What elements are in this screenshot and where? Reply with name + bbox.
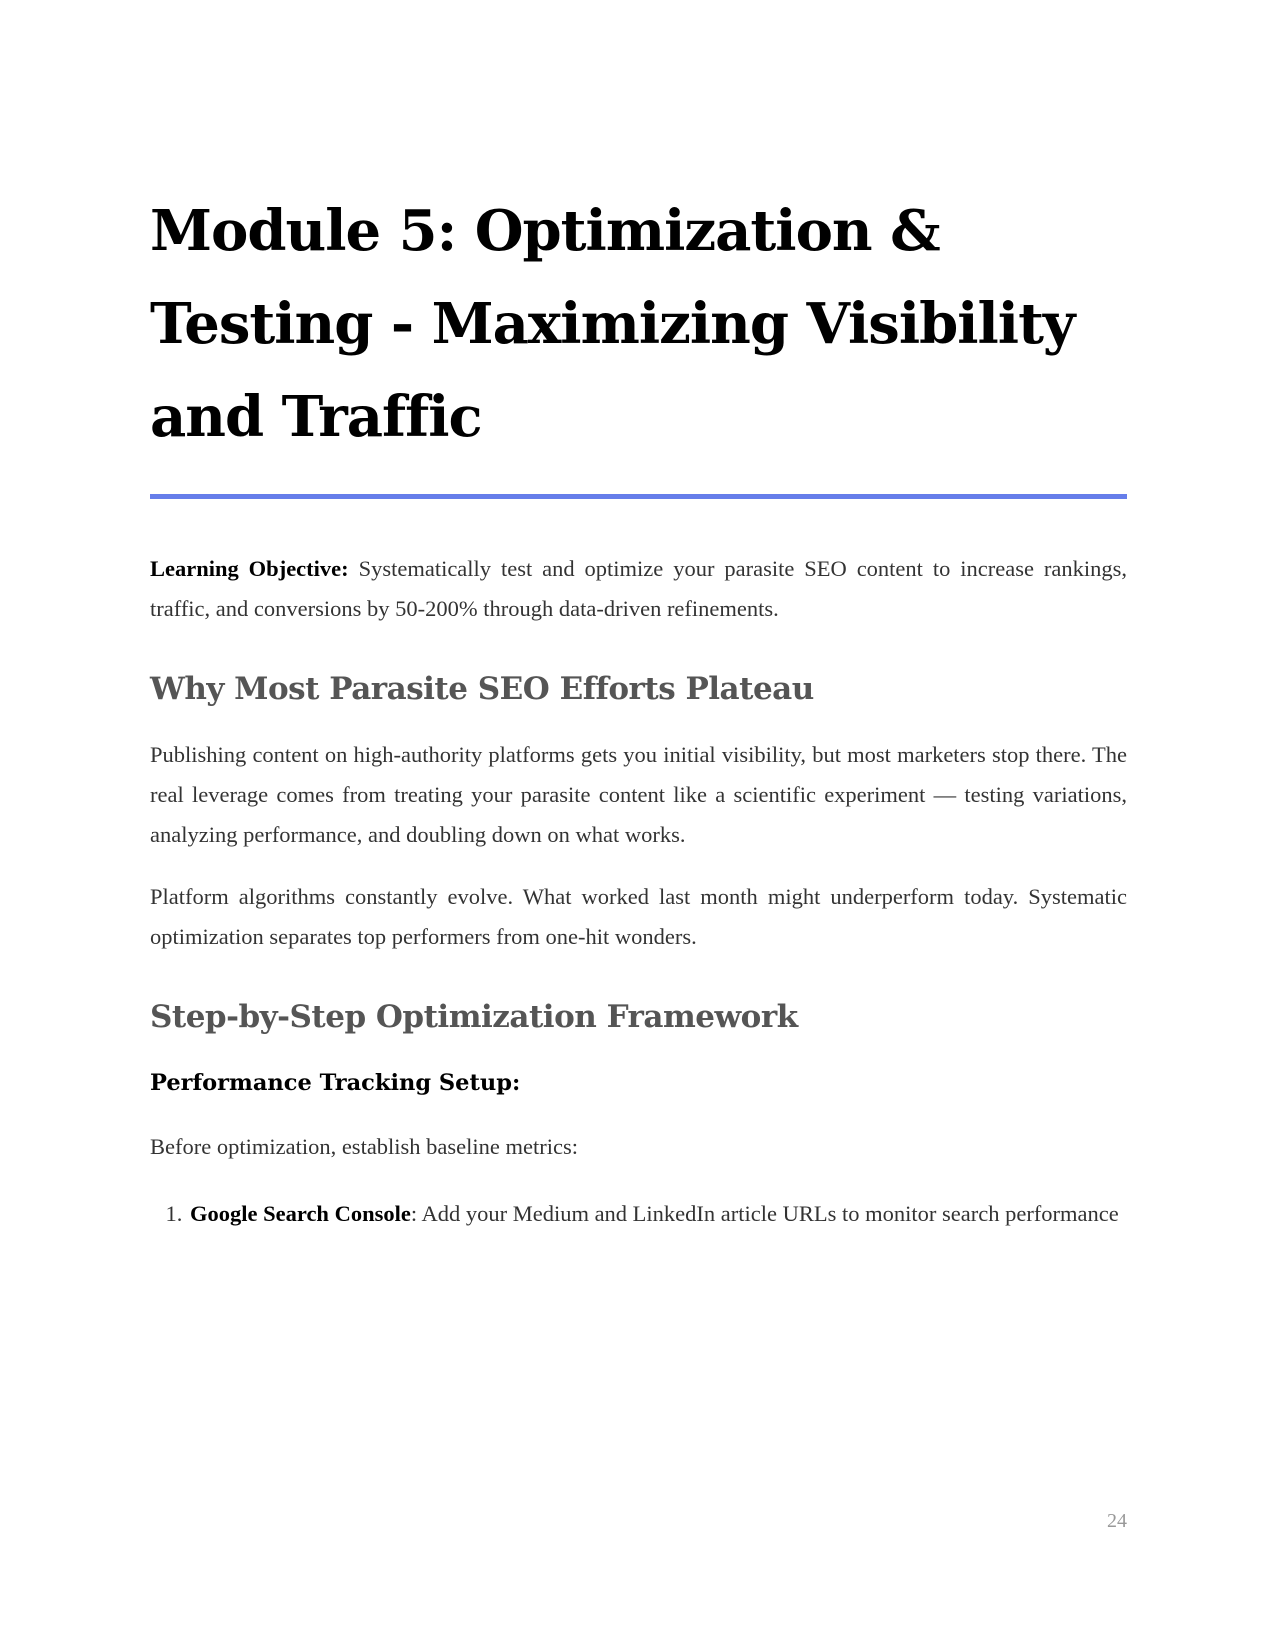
document-page (150, 185, 1127, 1237)
section-heading-plateau: Why Most Parasite SEO Efforts Plateau (150, 671, 814, 707)
list-item-text: : Add your Medium and LinkedIn article URLs to monitor search performance (410, 1201, 1119, 1226)
numbered-list (150, 1191, 1127, 1237)
learning-objective (150, 549, 1127, 629)
list-item-term: Google Search Console (190, 1201, 411, 1226)
paragraph: Before optimization, establish baseline metrics: (150, 1134, 579, 1159)
learning-objective-label: Learning Objective: (150, 556, 349, 581)
subheading-tracking-setup: Performance Tracking Setup: (150, 1070, 521, 1096)
learning-objective-text: Systematically test and optimize your parasite SEO content to increase rankings, traffic, and conversions by 50-200% through data-driven refinements. (150, 556, 1128, 621)
section-heading-framework: Step-by-Step Optimization Framework (150, 999, 798, 1035)
page-number: 24 (1107, 1510, 1127, 1532)
page-title: Module 5: Optimization & Testing - Maximizing Visibility and Traffic (150, 198, 1075, 450)
title-divider (150, 494, 1127, 499)
paragraph: Platform algorithms constantly evolve. What worked last month might underperform today. Systematic optimization separates top performers from one-hit wonders. (150, 884, 1127, 949)
list-item (188, 1191, 1127, 1237)
paragraph: Publishing content on high-authority platforms gets you initial visibility, but most marketers stop there. The real leverage comes from treating your parasite content like a scientific experiment — testing variations, analyzing performance, and doubling down on what works. (150, 742, 1127, 847)
